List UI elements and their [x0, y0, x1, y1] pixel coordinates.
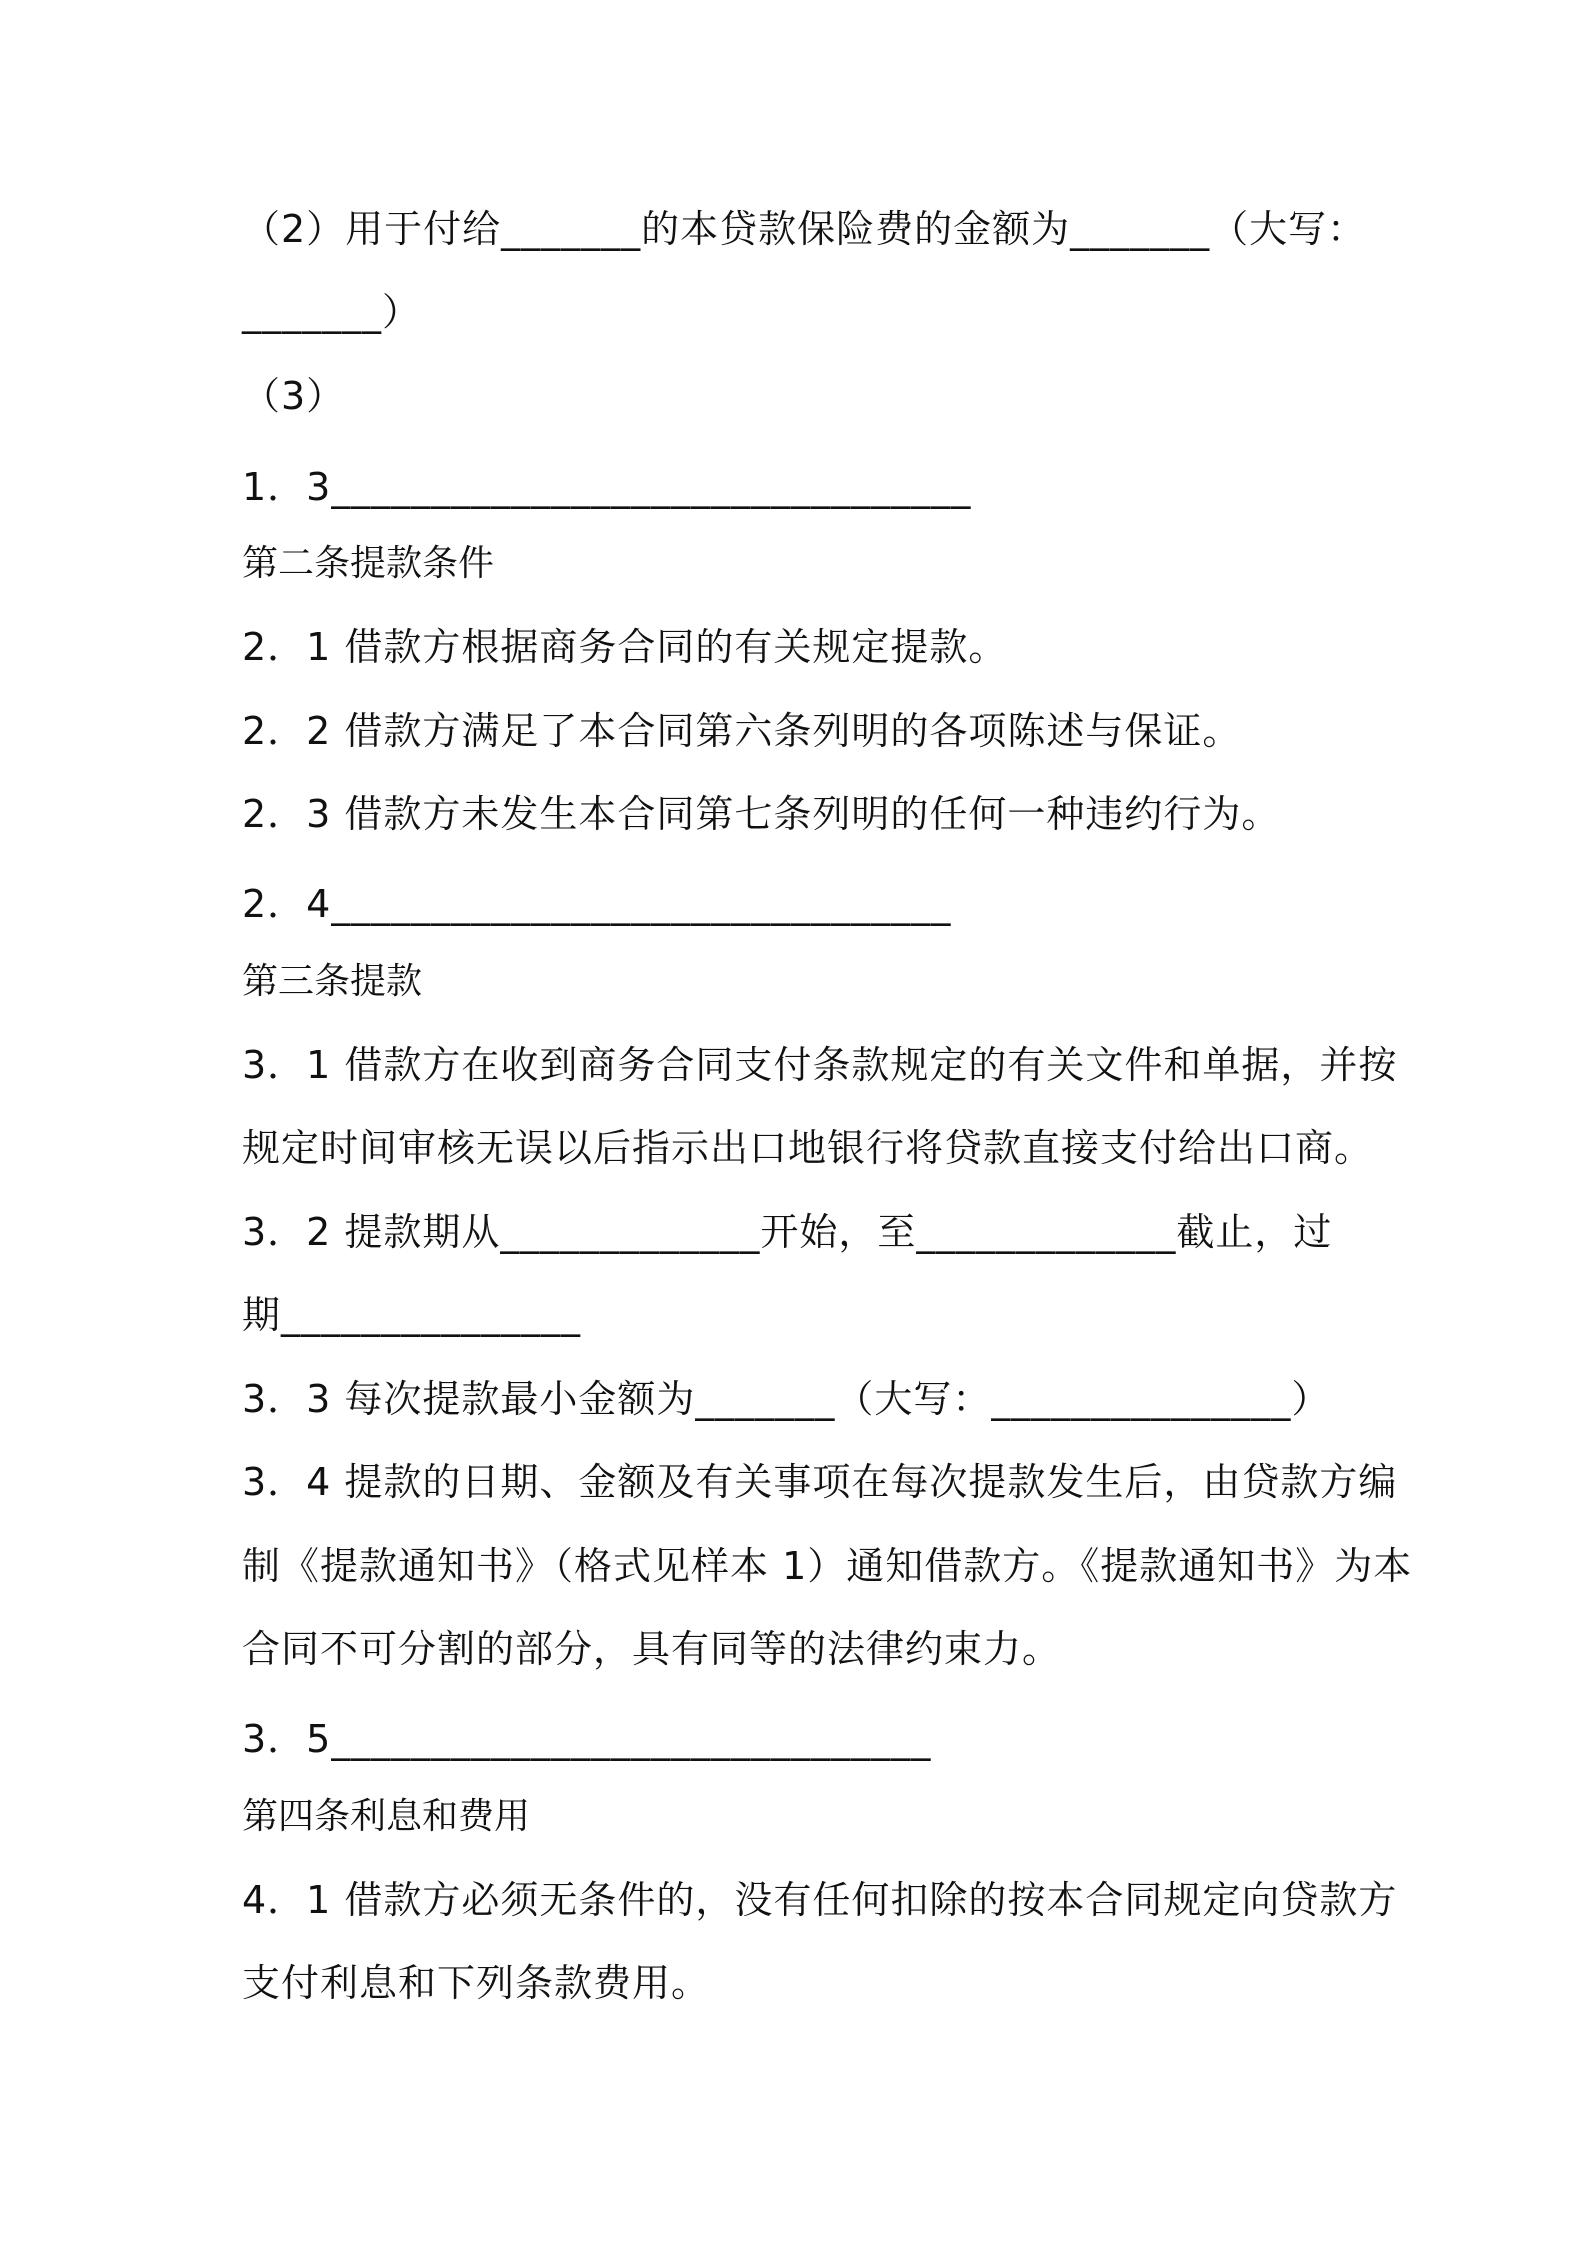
article-2-heading: 第二条提款条件 [242, 543, 495, 584]
clause-3-4-line-3: 合同不可分割的部分，具有同等的法律约束力。 [242, 1627, 1062, 1671]
clause-2-4: 2．4_______________________________ [242, 882, 952, 926]
article-3-heading: 第三条提款 [242, 961, 423, 1002]
clause-1-2-2-line-2: _______） [242, 290, 422, 334]
clause-1-2-3: （3） [242, 374, 346, 418]
clause-2-1: 2．1 借款方根据商务合同的有关规定提款。 [242, 625, 1008, 669]
clause-3-5: 3．5______________________________ [242, 1717, 932, 1761]
clause-3-3: 3．3 每次提款最小金额为_______（大写：_______________） [242, 1377, 1331, 1421]
clause-3-1-line-2: 规定时间审核无误以后指示出口地银行将贷款直接支付给出口商。 [242, 1126, 1374, 1170]
article-4-heading: 第四条利息和费用 [242, 1796, 531, 1837]
clause-4-1-line-1: 4．1 借款方必须无条件的，没有任何扣除的按本合同规定向贷款方 [242, 1878, 1398, 1922]
clause-1-2-2-line-1: （2）用于付给_______的本贷款保险费的金额为_______（大写： [242, 207, 1367, 251]
clause-3-2-line-1: 3．2 提款期从_____________开始，至_____________截止，过 [242, 1210, 1333, 1254]
clause-2-3: 2．3 借款方未发生本合同第七条列明的任何一种违约行为。 [242, 792, 1281, 836]
clause-3-4-line-2: 制《提款通知书》（格式见样本 1）通知借款方。《提款通知书》为本 [242, 1544, 1413, 1588]
clause-2-2: 2．2 借款方满足了本合同第六条列明的各项陈述与保证。 [242, 709, 1242, 753]
clause-1-3: 1．3________________________________ [242, 465, 972, 509]
clause-3-1-line-1: 3．1 借款方在收到商务合同支付条款规定的有关文件和单据，并按 [242, 1043, 1398, 1087]
clause-3-2-line-2: 期_______________ [242, 1293, 582, 1337]
clause-4-1-line-2: 支付利息和下列条款费用。 [242, 1961, 711, 2005]
clause-3-4-line-1: 3．4 提款的日期、金额及有关事项在每次提款发生后，由贷款方编 [242, 1460, 1398, 1504]
